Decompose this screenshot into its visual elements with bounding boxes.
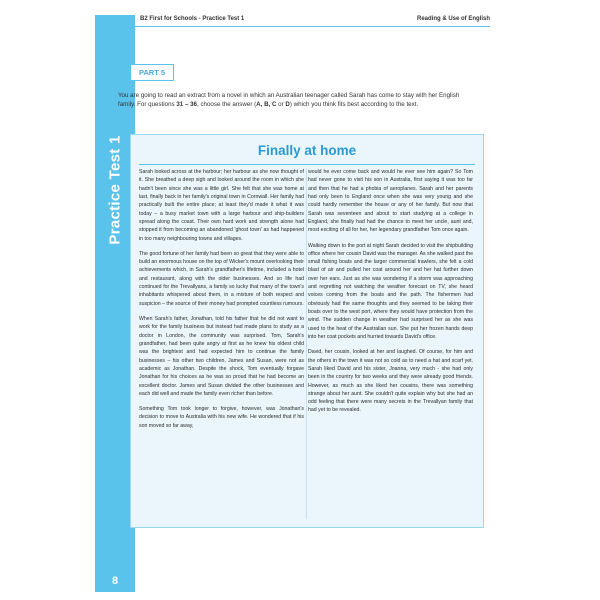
header-section: Reading & Use of English bbox=[416, 16, 490, 22]
instructions bbox=[118, 92, 478, 110]
title-divider bbox=[139, 164, 475, 165]
passage-column-left bbox=[139, 168, 304, 437]
side-tab-label: Practice Test 1 bbox=[106, 135, 124, 245]
header-title: B2 First for Schools - Practice Test 1 bbox=[140, 16, 245, 22]
part-badge: PART 5 bbox=[130, 64, 174, 81]
paragraph: When Sarah's father, Jonathan, told his father that he did not want to work for the family business but instead had made plans to study as a doctor in London, the community was surprised. Tom, Sarah's grandfather, had been quite angry at first as he knew his oldest child was the brightest and had expected him to continue the family businesses – his other two children, James and Susan, were not as academic as Jonathan. Despite the shock, Tom eventually forgave Jonathan for his choices as he was so proud that he had become an excellent doctor. James and Susan divided the other businesses and each did well and made the family even richer than before. bbox=[139, 316, 304, 397]
instructions-text-4: ) which you think fits best according to the text. bbox=[289, 100, 419, 108]
passage-column-right bbox=[308, 168, 473, 422]
paragraph: would he ever come back and would he ever see him again? So Tom had never gone to visit his son in Australia, first saying it was too far and then that he had a phobia of aeroplanes. Sarah and her parents had only been to England once when she was very young and she could hardly remember the house or any of her family. But now that Sarah was seventeen and about to start studying at a college in England, she finally had had the chance to meet her uncle, aunt and, most exciting of all for her, her legendary grandfather Tom once again. bbox=[308, 169, 473, 234]
instructions-text-2: , choose the answer ( bbox=[197, 100, 257, 108]
answer-option-d: D bbox=[285, 100, 290, 108]
paragraph: Walking down to the port at night Sarah decided to visit the shipbuilding office where her cousin David was the manager. As she walked past the small fishing boats and the larger commercial trawlers, she felt a cold blast of air and pulled her coat around her and her hat further down over her ears. Just as she was wondering if a storm was approaching and regretting not watching the weather forecast on TV, she heard voices coming from the boats and the path. The fishermen had obviously had the same thoughts and they seemed to be taking their boats over to the west port, where they would have protection from the wind. The sudden change in weather had surprised her as she was used to the heat of the Australian sun. She put her frozen hands deep into her coat pockets and hurried towards David's office. bbox=[308, 242, 473, 340]
paragraph: Sarah looked across at the harbour; her harbour as she now thought of it. She breathed a deep sigh and looked around the room in which she hadn't been since she was a little girl. She felt that she was home at last, finally back in her family's original town in Cornwall. Her family had practically built the entire place; at least they'd made it what it was today – a busy market town with a large harbour and ship-builders spread along the coast. Their own hard work and strength alone had stopped it from becoming an abandoned 'ghost town' as had happened in too many neighbouring towns and villages. bbox=[139, 169, 304, 242]
paragraph: The good fortune of her family had been so great that they were able to build an enormous house on the top of Wicker's mount overlooking their achievements which, in Sarah's grandfather's lifetime, included a hotel and restaurant, along with the older businesses. And so life had continued for the Trevallyans, a family so lucky that many of the town's inhabitants whispered about them, in a mixture of both respect and suspicion – the source of their money had prompted countless rumours. bbox=[139, 250, 304, 307]
paragraph: David, her cousin, looked at her and laughed. Of course, for him and the others in the town it was not so cold as to need a hat and scarf yet. Sarah liked David and his sister, Joanna, very much - she had only been in the country for two weeks and they were already good friends. However, as much as she liked her cousins, there was something strange about her aunt. She couldn't quite explain why but she had an odd feeling that there were many secrets in the Trevallyan family that had yet to be revealed. bbox=[308, 349, 473, 414]
header-divider bbox=[135, 26, 490, 27]
page-number: 8 bbox=[95, 570, 135, 592]
column-divider bbox=[306, 168, 307, 519]
instructions-text-1: You are going to read an extract from a novel in which an Australian teenager called Sarah has come to stay with her English family. For questions bbox=[118, 92, 460, 108]
question-range: 31 – 36 bbox=[176, 100, 197, 108]
reading-passage bbox=[130, 134, 484, 528]
instructions-text-3: or bbox=[276, 100, 286, 108]
answer-options: A, B, C bbox=[256, 100, 277, 108]
paragraph: Something Tom took longer to forgive, however, was Jonathan's decision to move to Australia with his new wife. He wondered that if his son moved so far away, bbox=[139, 406, 304, 429]
passage-title: Finally at home bbox=[257, 143, 357, 158]
